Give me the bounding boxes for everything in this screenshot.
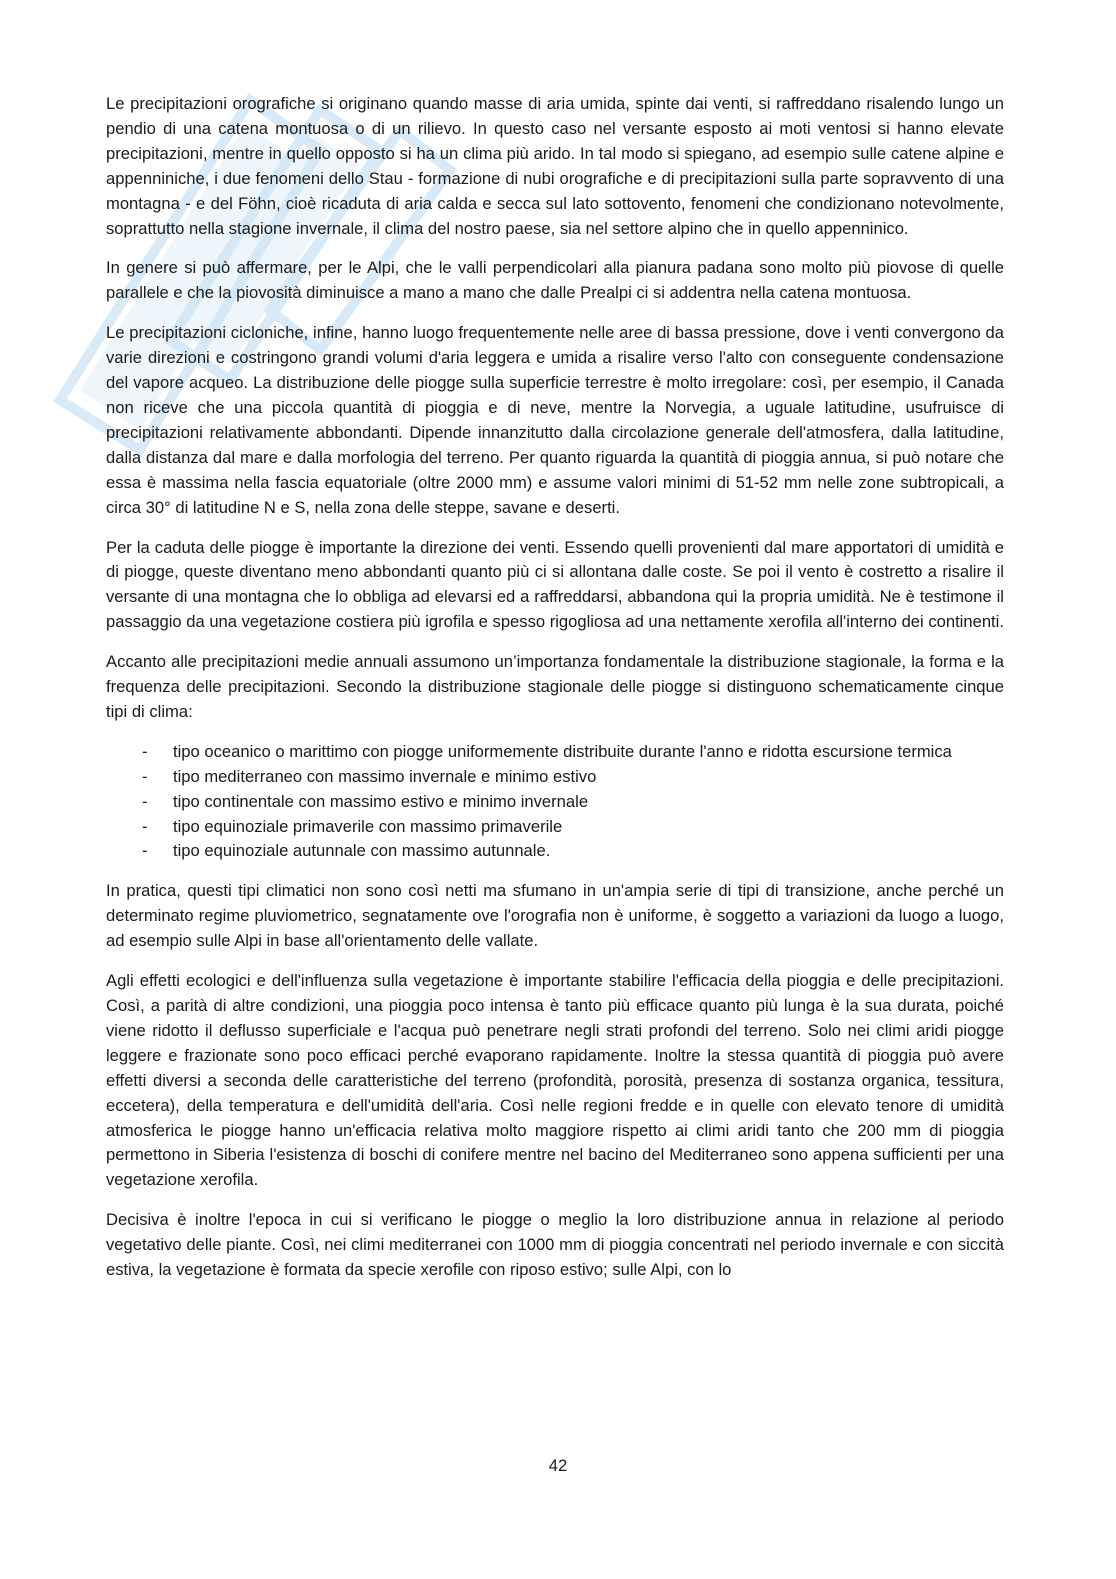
list-item (106, 790, 1004, 815)
list-item-text: tipo equinoziale autunnale con massimo autunnale. (173, 841, 551, 861)
bullet-marker: - (142, 741, 148, 761)
paragraph-wind-direction: Per la caduta delle piogge è importante la direzione dei venti. Essendo quelli provenienti dal mare apportatori di umidità e di piogge, queste diventano meno abbondanti quanto più ci si allontana dalle coste. Se poi il vento è costretto a risalire il versante di una montagna che lo obbliga ad elevarsi ed a raffreddarsi, abbandona qui la propria umidità. Ne è testimone il passaggio da una vegetazione costiera più igrofila e spesso rigogliosa ad una nettamente xerofila all'interno dei continenti. (106, 537, 1004, 632)
list-item-text: tipo mediterraneo con massimo invernale e minimo estivo (173, 766, 597, 786)
bullet-marker: - (142, 766, 148, 786)
page-number: 42 (548, 1456, 568, 1475)
bullet-marker: - (142, 791, 148, 811)
paragraph-transition-types: In pratica, questi tipi climatici non sono così netti ma sfumano in un'ampia serie di tipi di transizione, anche perché un determinato regime pluviometrico, segnatamente ove l'orografia non è uniforme, è soggetto a variazioni da luogo a luogo, ad esempio sulle Alpi in base all'orientamento delle vallate. (106, 881, 1004, 951)
list-item (106, 815, 1004, 840)
list-item-text: tipo oceanico o marittimo con piogge uniformemente distribuite durante l'anno e ridotta escursione termica (173, 741, 952, 761)
list-item-text: tipo continentale con massimo estivo e minimo invernale (173, 791, 589, 811)
list-item (106, 765, 1004, 790)
climate-types-list (106, 740, 1004, 865)
page-content (106, 92, 1004, 1298)
paragraph-orographic-precipitation: Le precipitazioni orografiche si originano quando masse di aria umida, spinte dai venti, si raffreddano risalendo lungo un pendio di una catena montuosa o di un rilievo. In questo caso nel versante esposto ai moti ventosi si hanno elevate precipitazioni, mentre in quello opposto si ha un clima più arido. In tal modo si spiegano, ad esempio sulle catene alpine e appenniniche, i due fenomeni dello Stau - formazione di nubi orografiche e di precipitazioni sulla parte sopravvento di una montagna - e del Föhn, cioè ricaduta di aria calda e secca sul lato sottovento, fenomeni che condizionano notevolmente, soprattutto nella stagione invernale, il clima del nostro paese, sia nel settore alpino che in quello appenninico. (106, 94, 1004, 238)
bullet-marker: - (142, 841, 148, 861)
list-item-text: tipo equinoziale primaverile con massimo primaverile (173, 816, 563, 836)
paragraph-alps-valleys: In genere si può affermare, per le Alpi, che le valli perpendicolari alla pianura padana sono molto più piovose di quelle parallele e che la piovosità diminuisce a mano a mano che dalle Prealpi ci si addentra nella catena montuosa. (106, 258, 1004, 303)
paragraph-seasonal-distribution: Accanto alle precipitazioni medie annuali assumono un’importanza fondamentale la distribuzione stagionale, la forma e la frequenza delle precipitazioni. Secondo la distribuzione stagionale delle piogge si distinguono schematicamente cinque tipi di clima: (106, 652, 1004, 721)
paragraph-cyclonic-precipitation: Le precipitazioni cicloniche, infine, hanno luogo frequentemente nelle aree di bassa pressione, dove i venti convergono da varie direzioni e costringono grandi volumi d'aria leggera e umida a risalire verso l'alto con conseguente condensazione del vapore acqueo. La distribuzione delle piogge sulla superficie terrestre è molto irregolare: così, per esempio, il Canada non riceve che una piccola quantità di pioggia e di neve, mentre la Norvegia, a uguale latitudine, usufruisce di precipitazioni relativamente abbondanti. Dipende innanzitutto dalla circolazione generale dell'atmosfera, dalla latitudine, dalla distanza dal mare e dalla morfologia del terreno. Per quanto riguarda la quantità di pioggia annua, si può notare che essa è massima nella fascia equatoriale (oltre 2000 mm) e assume valori minimi di 51-52 mm nelle zone subtropicali, a circa 30° di latitudine N e S, nella zona delle steppe, savane e deserti. (106, 323, 1004, 517)
list-item (106, 839, 1004, 864)
paragraph-rain-timing: Decisiva è inoltre l'epoca in cui si verificano le piogge o meglio la loro distribuzione annua in relazione al periodo vegetativo delle piante. Così, nei climi mediterranei con 1000 mm di pioggia concentrati nel periodo invernale e con siccità estiva, la vegetazione è formata da specie xerofile con riposo estivo; sulle Alpi, con lo (106, 1210, 1004, 1280)
bullet-marker: - (142, 816, 148, 836)
paragraph-rain-efficacy: Agli effetti ecologici e dell'influenza sulla vegetazione è importante stabilire l'efficacia della pioggia e delle precipitazioni. Così, a parità di altre condizioni, una pioggia poco intensa è tanto più efficace quanto più lunga è la sua durata, poiché viene ridotto il deflusso superficiale e l'acqua può penetrare negli strati profondi del terreno. Solo nei climi aridi piogge leggere e frazionate sono poco efficaci perché evaporano rapidamente. Inoltre la stessa quantità di pioggia può avere effetti diversi a seconda delle caratteristiche del terreno (profondità, porosità, presenza di sostanza organica, tessitura, eccetera), della temperatura e dell'umidità dell'aria. Così nelle regioni fredde e in quelle con elevato tenore di umidità atmosferica le piogge hanno un'efficacia relativa molto maggiore rispetto ai climi aridi tanto che 200 mm di pioggia permettono in Siberia l'esistenza di boschi di conifere mentre nel bacino del Mediterraneo sono appena sufficienti per una vegetazione xerofila. (106, 971, 1004, 1190)
list-item (106, 740, 1004, 765)
